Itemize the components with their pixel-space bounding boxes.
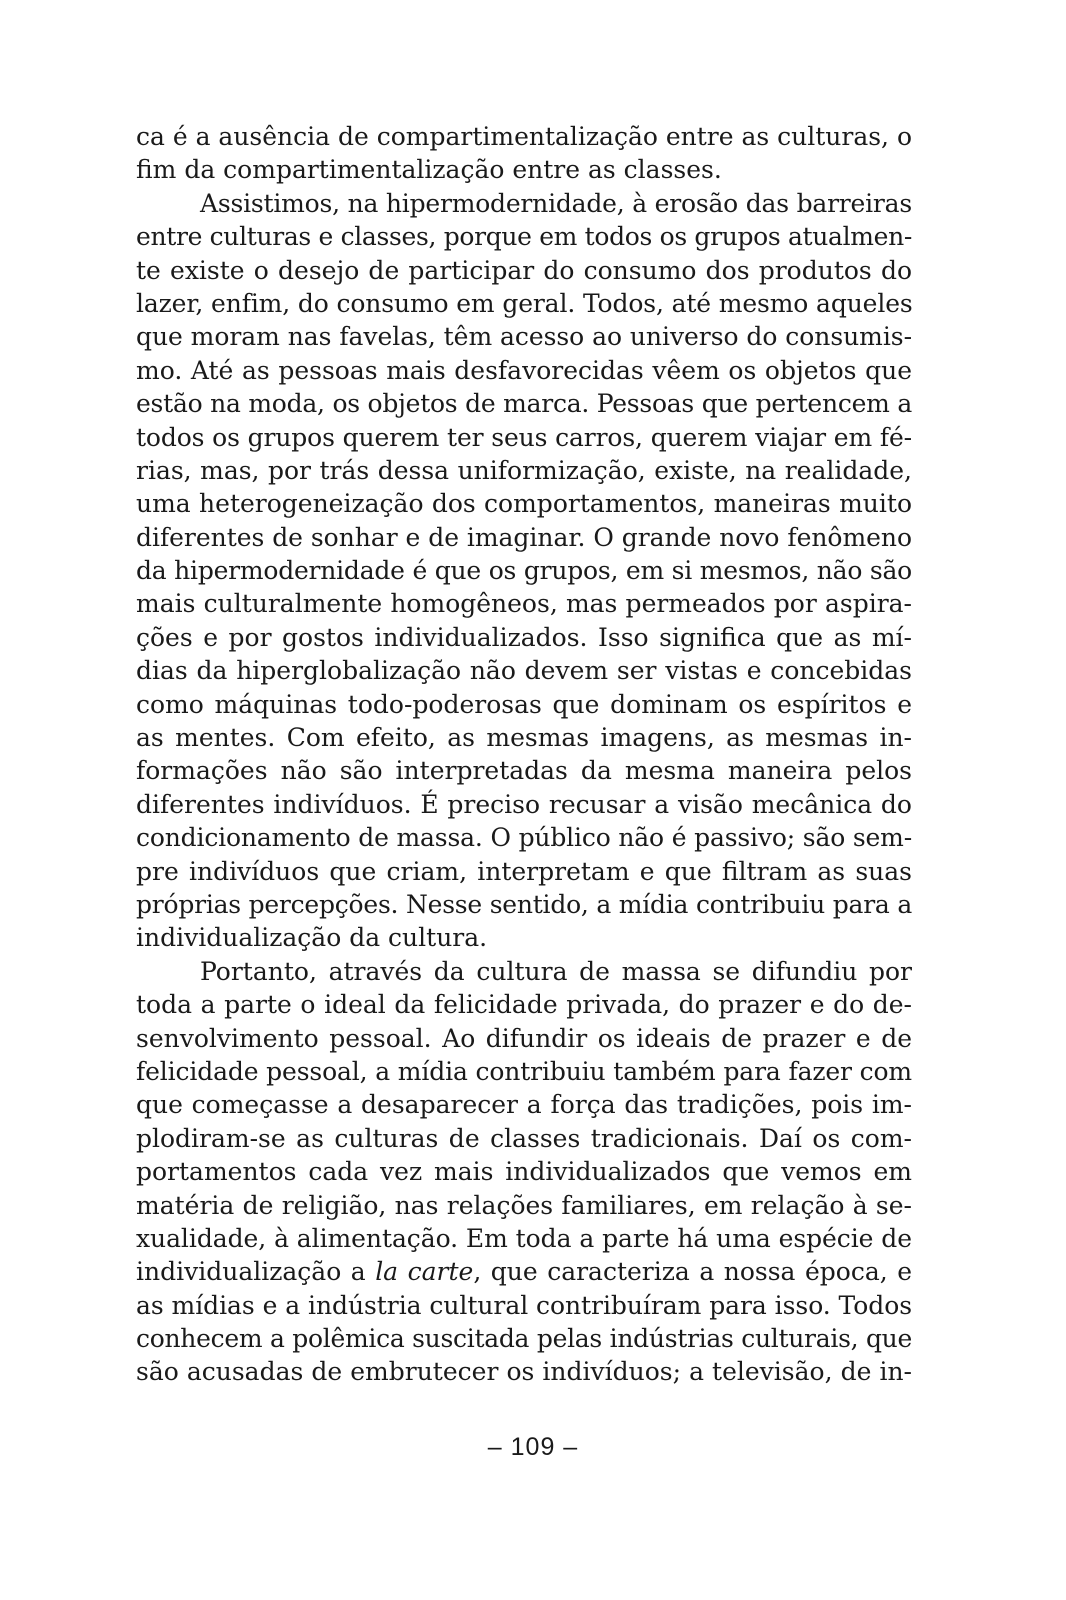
text-fragment: , que caracteriza a nossa época, e — [473, 1257, 912, 1287]
text-line: te existe o desejo de participar do consumo dos produtos do — [136, 255, 912, 285]
text-line: toda a parte o ideal da felicidade privada, do prazer e do de- — [136, 990, 912, 1020]
text-line: uma heterogeneização dos comportamentos, maneiras muito — [136, 489, 912, 519]
text-line: portamentos cada vez mais individualizados que vemos em — [136, 1157, 912, 1187]
text-line: da hipermodernidade é que os grupos, em si mesmos, não são — [136, 556, 912, 586]
text-line: estão na moda, os objetos de marca. Pessoas que pertencem a — [136, 389, 912, 419]
text-line: as mídias e a indústria cultural contribuíram para isso. Todos — [136, 1290, 912, 1320]
text-line: condicionamento de massa. O público não é passivo; são sem- — [136, 823, 912, 853]
text-line: dias da hiperglobalização não devem ser vistas e concebidas — [136, 656, 912, 686]
text-line: mo. Até as pessoas mais desfavorecidas vêem os objetos que — [136, 355, 912, 385]
text-line: pre indivíduos que criam, interpretam e que filtram as suas — [136, 856, 912, 886]
text-line: entre culturas e classes, porque em todos os grupos atualmen- — [136, 222, 912, 252]
text-line: rias, mas, por trás dessa uniformização, existe, na realidade, — [136, 455, 912, 485]
text-line: plodiram-se as culturas de classes tradicionais. Daí os com- — [136, 1123, 912, 1153]
text-line: ca é a ausência de compartimentalização entre as culturas, o — [136, 122, 912, 151]
text-line: individualização da cultura. — [136, 923, 488, 953]
body-text — [136, 120, 912, 1389]
text-line: mais culturalmente homogêneos, mas permeados por aspira- — [136, 589, 912, 619]
text-line: matéria de religião, nas relações familiares, em relação à se- — [136, 1190, 912, 1220]
text-line: diferentes de sonhar e de imaginar. O grande novo fenômeno — [136, 522, 912, 552]
text-line: lazer, enfim, do consumo em geral. Todos, até mesmo aqueles — [136, 288, 913, 318]
text-line: felicidade pessoal, a mídia contribuiu também para fazer com — [136, 1056, 912, 1086]
text-fragment: individualização a — [136, 1257, 376, 1287]
text-line: ções e por gostos individualizados. Isso significa que as mí- — [136, 622, 912, 652]
paragraph-start-line: Assistimos, na hipermodernidade, à erosão das barreiras — [200, 188, 912, 218]
text-line: fim da compartimentalização entre as classes. — [136, 155, 722, 185]
text-line: próprias percepções. Nesse sentido, a mídia contribuiu para a — [136, 889, 912, 919]
italic-phrase: la carte — [375, 1257, 474, 1287]
text-line: senvolvimento pessoal. Ao difundir os ideais de prazer e de — [136, 1023, 912, 1053]
text-line-with-italic — [136, 1255, 912, 1288]
text-line: formações não são interpretadas da mesma maneira pelos — [136, 756, 912, 786]
text-line: que moram nas favelas, têm acesso ao universo do consumis- — [136, 322, 912, 352]
paragraph-start-line: Portanto, através da cultura de massa se difundiu por — [200, 956, 912, 986]
text-line: todos os grupos querem ter seus carros, querem viajar em fé- — [136, 422, 912, 452]
text-line: diferentes indivíduos. É preciso recusar a visão mecânica do — [136, 789, 912, 819]
page-number: – 109 – — [487, 1433, 579, 1461]
text-line: que começasse a desaparecer a força das tradições, pois im- — [136, 1090, 912, 1120]
text-line: xualidade, à alimentação. Em toda a parte há uma espécie de — [136, 1223, 912, 1253]
text-line: são acusadas de embrutecer os indivíduos; a televisão, de in- — [136, 1357, 912, 1387]
text-line: conhecem a polêmica suscitada pelas indústrias culturais, que — [136, 1324, 912, 1354]
text-line: as mentes. Com efeito, as mesmas imagens, as mesmas in- — [136, 723, 912, 753]
text-line: como máquinas todo-poderosas que dominam os espíritos e — [136, 689, 912, 719]
